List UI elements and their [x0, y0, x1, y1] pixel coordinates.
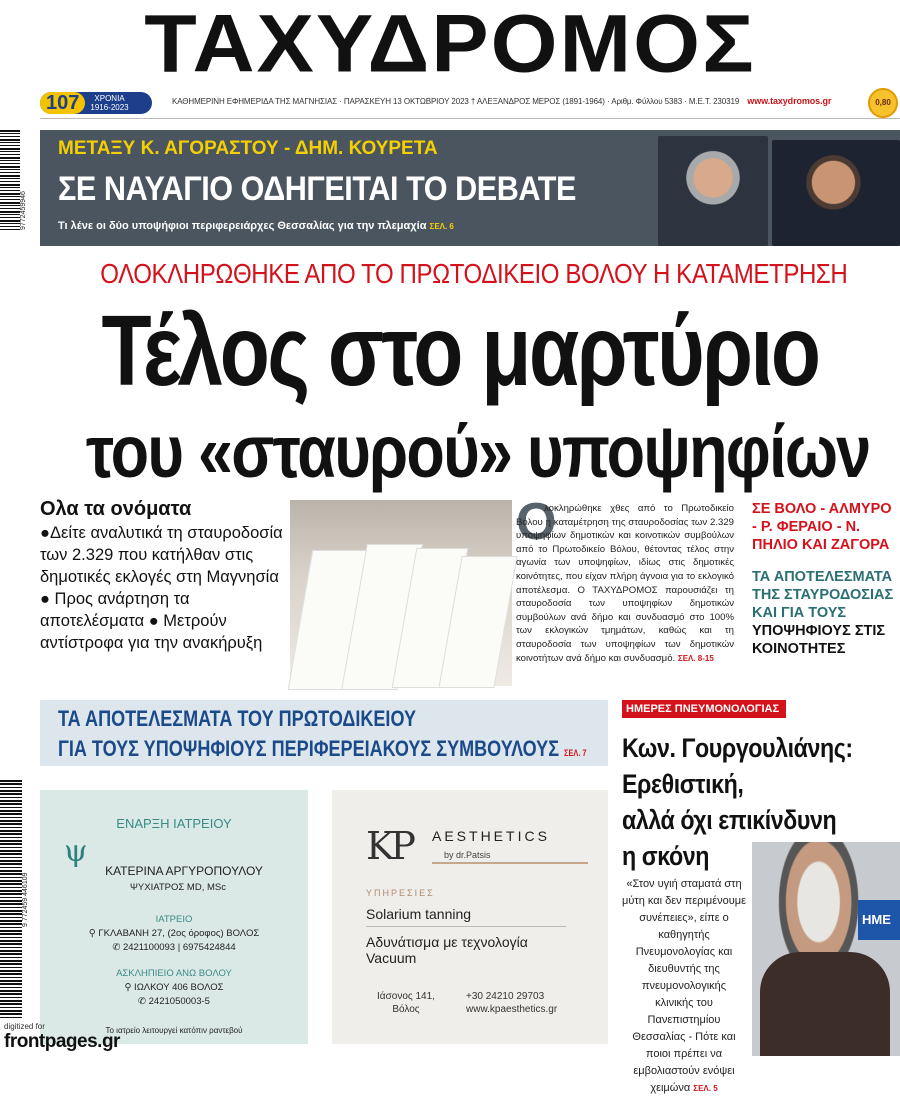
- pneumo-headline-line2: Ερεθιστική,: [622, 769, 744, 799]
- pneumo-tag: ΗΜΕΡΕΣ ΠΝΕΥΜΟΝΟΛΟΓΙΑΣ: [622, 700, 786, 718]
- doctor-photo: [752, 842, 900, 1056]
- clinic-doctor-role: ΨΥΧΙΑΤΡΟΣ MD, MSc: [130, 882, 226, 893]
- candidate-photo-koureta: [772, 140, 900, 246]
- results-banner-line1: ΤΑ ΑΠΟΤΕΛΕΣΜΑΤΑ ΤΟΥ ΠΡΩΤΟΔΙΚΕΙΟΥ: [58, 706, 417, 731]
- pneumo-headline-line4: η σκόνη: [622, 841, 709, 871]
- clinic-branch-label: ΑΣΚΛΗΠΙΕΙΟ ΑΝΩ ΒΟΛΟΥ: [116, 968, 232, 979]
- aesthetics-url[interactable]: www.kpaesthetics.gr: [466, 1004, 558, 1015]
- ballots-photo: [290, 500, 512, 686]
- clinic-note: Το ιατρείο λειτουργεί κατόπιν ραντεβού: [105, 1026, 243, 1035]
- aesthetics-service-1: Solarium tanning: [366, 906, 472, 922]
- results-banner[interactable]: [40, 700, 608, 766]
- candidate-photo-agorastos: [658, 136, 768, 246]
- aesthetics-phone: +30 24210 29703: [466, 991, 545, 1002]
- names-summary: ●Δείτε αναλυτικά τη σταυροδοσία των 2.329 που κατήλθαν στις δημοτικές εκλογές στη Μαγνησία ● Προς ανάρτηση τα αποτελέσματα ● Μετρούν αντίστροφα για την ανακήρυξη: [40, 524, 283, 652]
- psi-logo-icon: ψ: [64, 834, 88, 869]
- aesthetics-ad[interactable]: [332, 790, 608, 1044]
- results-banner-line2: [58, 736, 587, 762]
- pneumo-headline-line1: Κων. Γουργουλιάνης:: [622, 733, 853, 763]
- badge-label-range: 1916-2023: [90, 103, 129, 112]
- pneumo-article: [622, 876, 746, 1097]
- issue-info-bar: [172, 96, 862, 110]
- clinic-branch-address: ⚲ ΙΩΛΚΟΥ 406 ΒΟΛΟΣ: [124, 982, 224, 993]
- frontpages-link[interactable]: frontpages.gr: [4, 1031, 120, 1052]
- debate-page-ref: ΣΕΛ. 6: [429, 222, 454, 231]
- badge-label: [85, 94, 128, 112]
- aesthetics-services-label: ΥΠΗΡΕΣΙΕΣ: [366, 888, 435, 898]
- masthead-divider: [40, 118, 900, 119]
- issue-info: ΚΑΘΗΜΕΡΙΝΗ ΕΦΗΜΕΡΙΔΑ ΤΗΣ ΜΑΓΝΗΣΙΑΣ · ΠΑΡΑΣΚΕΥΗ 13 ΟΚΤΩΒΡΙΟΥ 2023 † ΑΛΕΞΑΝΔΡΟΣ ΜΕΡΟΣ (1891-1964) · Αριθμ. Φύλλου 5383 · Μ.Ε.Τ. 230319: [172, 97, 740, 106]
- lead-headline-line1[interactable]: Τέλος στο μαρτύριο: [101, 295, 819, 407]
- badge-number: 107: [40, 92, 85, 114]
- aesthetics-divider: [432, 862, 588, 864]
- pneumo-page-ref: ΣΕΛ. 5: [693, 1084, 718, 1093]
- aesthetics-contact: [466, 990, 557, 1016]
- lead-kicker: ΟΛΟΚΛΗΡΩΘΗΚΕ ΑΠΟ ΤΟ ΠΡΩΤΟΔΙΚΕΙΟ ΒΟΛΟΥ Η ΚΑΤΑΜΕΤΡΗΣΗ: [100, 258, 848, 289]
- debate-subtitle-text: Τι λένε οι δύο υποψήφιοι περιφερειάρχες Θεσσαλίας για την πλεμαχία: [58, 220, 427, 232]
- article-dropcap: Ο: [516, 493, 557, 551]
- clinic-doctor-name: ΚΑΤΕΡΙΝΑ ΑΡΓΥΡΟΠΟΥΛΟΥ: [105, 864, 263, 878]
- aesthetics-address: Ιάσονος 141, Βόλος: [377, 991, 435, 1015]
- anniversary-badge: [40, 92, 152, 114]
- clinic-branch-phone: ✆ 2421050003-5: [138, 996, 210, 1007]
- pneumo-article-text: «Στον υγιή σταματά στη μύτη και δεν περιμένουμε συνέπειες», είπε ο καθηγητής Πνευμονολογίας και διευθυντής της πνευμονολογικής κλινικής του Πανεπιστημίου Θεσσαλίας - Πότε και ποιοι πρέπει να εμβολιαστούν ενόψει χειμώνα: [622, 878, 746, 1094]
- aesthetics-service-2: Αδυνάτισμα με τεχνολογία Vacuum: [366, 934, 528, 966]
- aesthetics-byline: by dr.Patsis: [444, 850, 491, 860]
- kp-logo: KP: [366, 824, 412, 868]
- right-kicker: ΣΕ ΒΟΛΟ - ΑΛΜΥΡΟ - Ρ. ΦΕΡΑΙΟ - Ν. ΠΗΛΙΟ ΚΑΙ ΖΑΓΟΡΑ: [752, 501, 892, 553]
- right-summary-part1: ΤΑ ΑΠΟΤΕΛΕΣΜΑΤΑ ΤΗΣ ΣΤΑΥΡΟΔΟΣΙΑΣ ΚΑΙ ΓΙΑ ΤΟΥΣ: [752, 569, 894, 621]
- names-title: Ολα τα ονόματα: [40, 498, 192, 520]
- website-link[interactable]: www.taxydromos.gr: [747, 96, 832, 106]
- right-summary: [752, 568, 900, 658]
- lead-headline-line2[interactable]: του «σταυρού» υποψηφίων: [86, 410, 870, 493]
- aesthetics-service-divider: [366, 926, 566, 927]
- results-banner-page-ref: ΣΕΛ. 7: [564, 748, 587, 758]
- badge-label-years: ΧΡΟΝΙΑ: [94, 94, 125, 103]
- debate-headline: ΣΕ ΝΑΥΑΓΙΟ ΟΔΗΓΕΙΤΑΙ ΤΟ DEBATE: [58, 170, 577, 208]
- barcode-bottom: [0, 780, 22, 1020]
- results-banner-line2-text: ΓΙΑ ΤΟΥΣ ΥΠΟΨΗΦΙΟΥΣ ΠΕΡΙΦΕΡΕΙΑΚΟΥΣ ΣΥΜΒΟΥΛΟΥΣ: [58, 736, 560, 761]
- lead-article: [516, 493, 734, 665]
- barcode-bottom-number: 9 772459 446109: [22, 872, 29, 928]
- digitized-label: digitized for: [4, 1022, 45, 1031]
- clinic-ad-title: ΕΝΑΡΞΗ ΙΑΤΡΕΙΟΥ: [116, 816, 232, 831]
- pneumo-headline-line3: αλλά όχι επικίνδυνη: [622, 805, 837, 835]
- debate-subtitle: [58, 220, 454, 232]
- barcode-top: [0, 130, 20, 230]
- lead-article-page-ref: ΣΕΛ. 8-15: [677, 653, 714, 663]
- debate-kicker: ΜΕΤΑΞΥ Κ. ΑΓΟΡΑΣΤΟΥ - ΔΗΜ. ΚΟΥΡΕΤΑ: [58, 138, 438, 159]
- right-summary-part2: ΥΠΟΨΗΦΙΟΥΣ ΣΤΙΣ ΚΟΙΝΟΤΗΤΕΣ: [752, 623, 886, 657]
- event-sign: ΗΜΕ: [858, 900, 900, 940]
- clinic-office-phone: ✆ 2421100093 | 6975424844: [112, 942, 236, 953]
- clinic-office-address: ⚲ ΓΚΛΑΒΑΝΗ 27, (2ος όροφος) ΒΟΛΟΣ: [88, 928, 260, 939]
- aesthetics-brand: AESTHETICS: [432, 828, 550, 844]
- clinic-office-label: ΙΑΤΡΕΙΟ: [155, 914, 193, 925]
- clinic-ad[interactable]: [40, 790, 308, 1044]
- debate-banner[interactable]: [40, 130, 900, 246]
- newspaper-title: ΤΑΧΥΔΡΟΜΟΣ: [144, 0, 756, 90]
- price-badge: 0,80: [868, 88, 898, 118]
- barcode-top-number: 9772459946: [20, 191, 27, 230]
- doctor-suit: [760, 952, 890, 1056]
- lead-article-text: λοκληρώθηκε χθες από το Πρωτοδικείο Βόλου η καταμέτρηση της σταυροδοσίας των 2.329 υποψηφίων δημοτικών και κοινοτικών συμβούλων από το Πρωτοδικείο Βόλου, θέτοντας τέλος στην αγωνία των υποψηφίων, ιδίως στις δημοτικές κοινότητες, που είχαν πλήρη άγνοια για το εκλογικό αποτέλεσμα. Ο ΤΑΧΥΔΡΟΜΟΣ παρουσιάζει τη σταυροδοσία των υποψηφίων δημοτικών συμβούλων ανά δήμο και συνδυασμό στο 100% των εκλογικών τμημάτων, καθώς και τη σταυροδοσία των υποψηφίων των δημοτικών κοινοτήτων ανά δήμο και συνδυασμό.: [516, 503, 734, 664]
